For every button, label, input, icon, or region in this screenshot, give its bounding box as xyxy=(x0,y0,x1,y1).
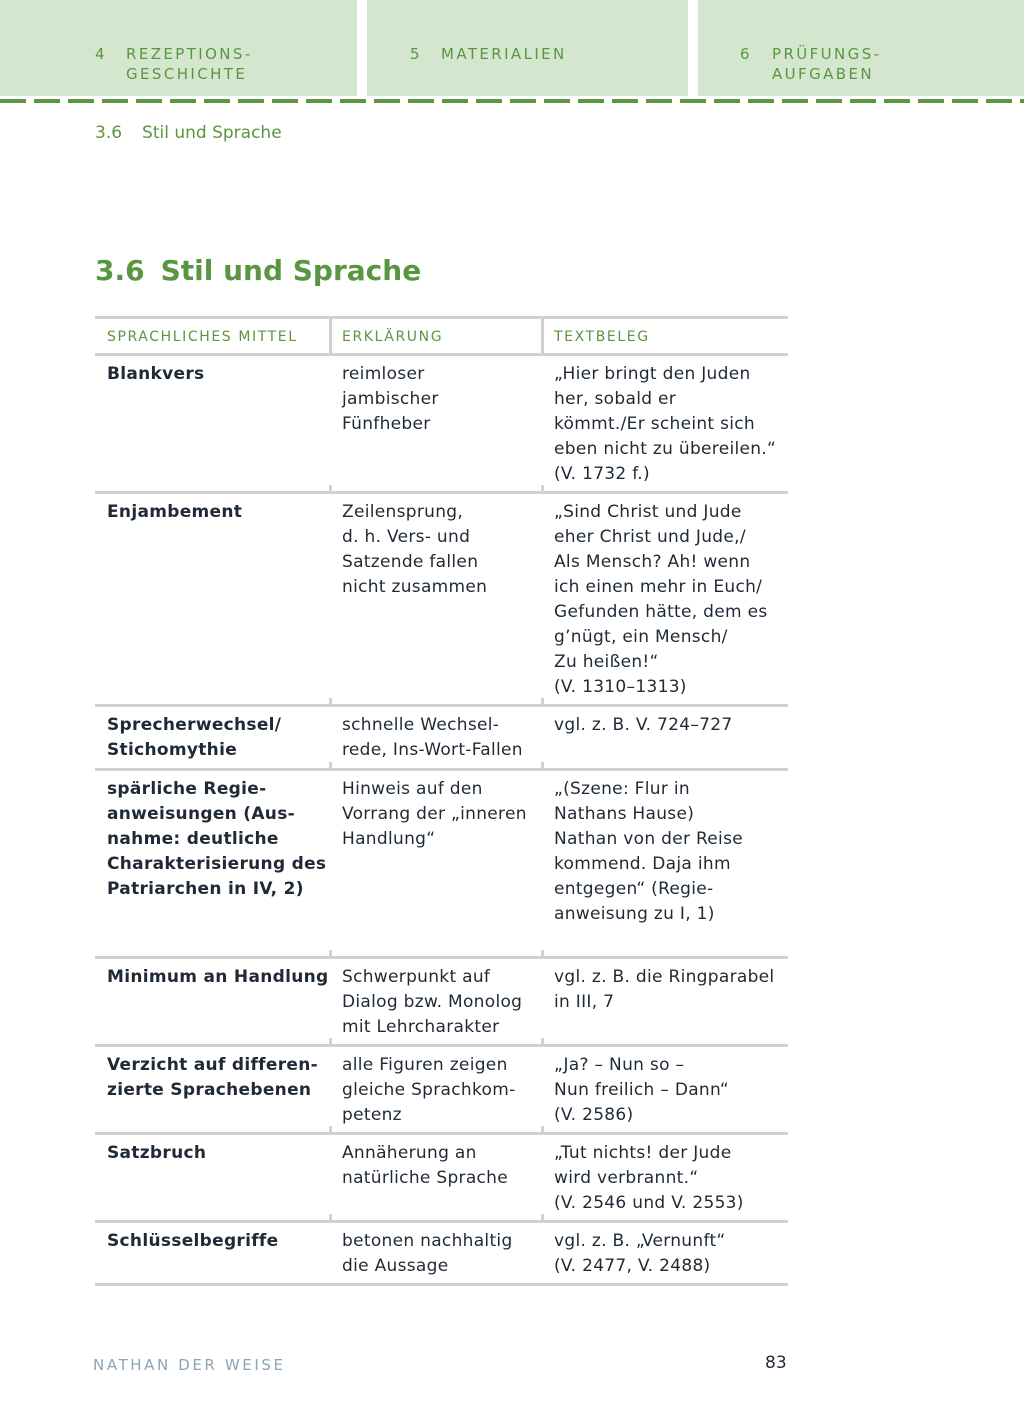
dashed-divider xyxy=(0,99,1024,103)
cell-evidence: „Tut nichts! der Jude wird verbrannt.“ (V. 2546 und V. 2553) xyxy=(554,1143,744,1213)
table-row xyxy=(95,356,788,494)
running-head xyxy=(95,123,282,143)
row-tick xyxy=(541,762,544,771)
table-row xyxy=(95,707,788,771)
cell-device: Sprecherwechsel/ Stichomythie xyxy=(107,715,282,760)
tab-number: 6 xyxy=(740,45,752,63)
cell-evidence: „Ja? – Nun so – Nun freilich – Dann“ (V. 2586) xyxy=(554,1055,729,1125)
cell-device: Minimum an Handlung xyxy=(107,967,329,987)
row-tick xyxy=(329,762,332,771)
row-tick xyxy=(541,1214,544,1223)
tab-label: PRÜFUNGS- AUFGABEN xyxy=(772,45,882,83)
page-number: 83 xyxy=(765,1353,787,1373)
header-sprachliches-mittel: SPRACHLICHES MITTEL xyxy=(107,329,298,345)
table-row xyxy=(95,494,788,707)
section-title xyxy=(95,254,421,287)
running-head-number: 3.6 xyxy=(95,123,123,143)
cell-evidence: vgl. z. B. V. 724–727 xyxy=(554,715,733,735)
tab-label: REZEPTIONS- GESCHICHTE xyxy=(126,45,253,83)
cell-device: Enjambement xyxy=(107,502,243,522)
column-divider xyxy=(541,319,544,353)
section-number: 3.6 xyxy=(95,254,145,287)
row-tick xyxy=(329,698,332,707)
cell-explanation: betonen nachhaltig die Aussage xyxy=(342,1231,513,1276)
table-row xyxy=(95,1047,788,1135)
tab-label: MATERIALIEN xyxy=(441,45,567,63)
cell-explanation: schnelle Wechsel- rede, Ins-Wort-Fallen xyxy=(342,715,523,760)
cell-explanation: alle Figuren zeigen gleiche Sprachkom- petenz xyxy=(342,1055,516,1125)
cell-evidence: „Sind Christ und Jude eher Christ und Jude,/ Als Mensch? Ah! wenn ich einen mehr in Euch/ Gefunden hätte, dem es g’nügt, ein Mensch/ Zu heißen!“ (V. 1310–1313) xyxy=(554,502,768,697)
cell-evidence: „(Szene: Flur in Nathans Hause) Nathan von der Reise kommend. Daja ihm entgegen“ (Regie- anweisung zu I, 1) xyxy=(554,779,743,924)
row-tick xyxy=(541,485,544,494)
cell-explanation: Annäherung an natürliche Sprache xyxy=(342,1143,509,1188)
running-head-text: Stil und Sprache xyxy=(142,123,282,143)
table-row xyxy=(95,771,788,959)
row-tick xyxy=(329,1126,332,1135)
row-tick xyxy=(329,1038,332,1047)
row-tick xyxy=(329,1214,332,1223)
row-tick xyxy=(541,1126,544,1135)
cell-explanation: Zeilensprung, d. h. Vers- und Satzende fallen nicht zusammen xyxy=(342,502,488,597)
tab-number: 5 xyxy=(410,45,422,63)
cell-device: Blankvers xyxy=(107,364,205,384)
row-tick xyxy=(541,698,544,707)
tab-number: 4 xyxy=(95,45,107,63)
cell-explanation: Schwerpunkt auf Dialog bzw. Monolog mit Lehrcharakter xyxy=(342,967,523,1037)
cell-device: spärliche Regie- anweisungen (Aus- nahme: deutliche Charakterisierung des Patriarchen in IV, 2) xyxy=(107,779,327,899)
style-table xyxy=(95,316,788,1286)
row-tick xyxy=(329,485,332,494)
column-divider xyxy=(329,319,332,353)
header-textbeleg: TEXTBELEG xyxy=(554,329,650,345)
tab-rezeptionsgeschichte[interactable] xyxy=(0,0,357,96)
cell-explanation: Hinweis auf den Vorrang der „inneren Handlung“ xyxy=(342,779,527,849)
cell-evidence: vgl. z. B. „Vernunft“ (V. 2477, V. 2488) xyxy=(554,1231,726,1276)
tab-pruefungsaufgaben[interactable] xyxy=(698,0,1024,96)
footer-book-title: NATHAN DER WEISE xyxy=(93,1356,286,1374)
header-erklaerung: ERKLÄRUNG xyxy=(342,329,444,345)
cell-evidence: vgl. z. B. die Ringparabel in III, 7 xyxy=(554,967,775,1012)
cell-evidence: „Hier bringt den Juden her, sobald er kömmt./Er scheint sich eben nicht zu übereilen.“ (V. 1732 f.) xyxy=(554,364,777,484)
row-tick xyxy=(541,950,544,959)
row-tick xyxy=(329,950,332,959)
tab-materialien[interactable] xyxy=(367,0,688,96)
table-row xyxy=(95,1223,788,1286)
row-tick xyxy=(541,1038,544,1047)
cell-explanation: reimloser jambischer Fünfheber xyxy=(342,364,439,434)
cell-device: Verzicht auf differen- zierte Sprachebenen xyxy=(107,1055,318,1100)
section-title-text: Stil und Sprache xyxy=(160,254,422,287)
chapter-tab-bar xyxy=(0,0,1024,96)
cell-device: Satzbruch xyxy=(107,1143,207,1163)
table-header xyxy=(95,319,788,356)
cell-device: Schlüsselbegriffe xyxy=(107,1231,279,1251)
table-row xyxy=(95,959,788,1047)
table-row xyxy=(95,1135,788,1223)
